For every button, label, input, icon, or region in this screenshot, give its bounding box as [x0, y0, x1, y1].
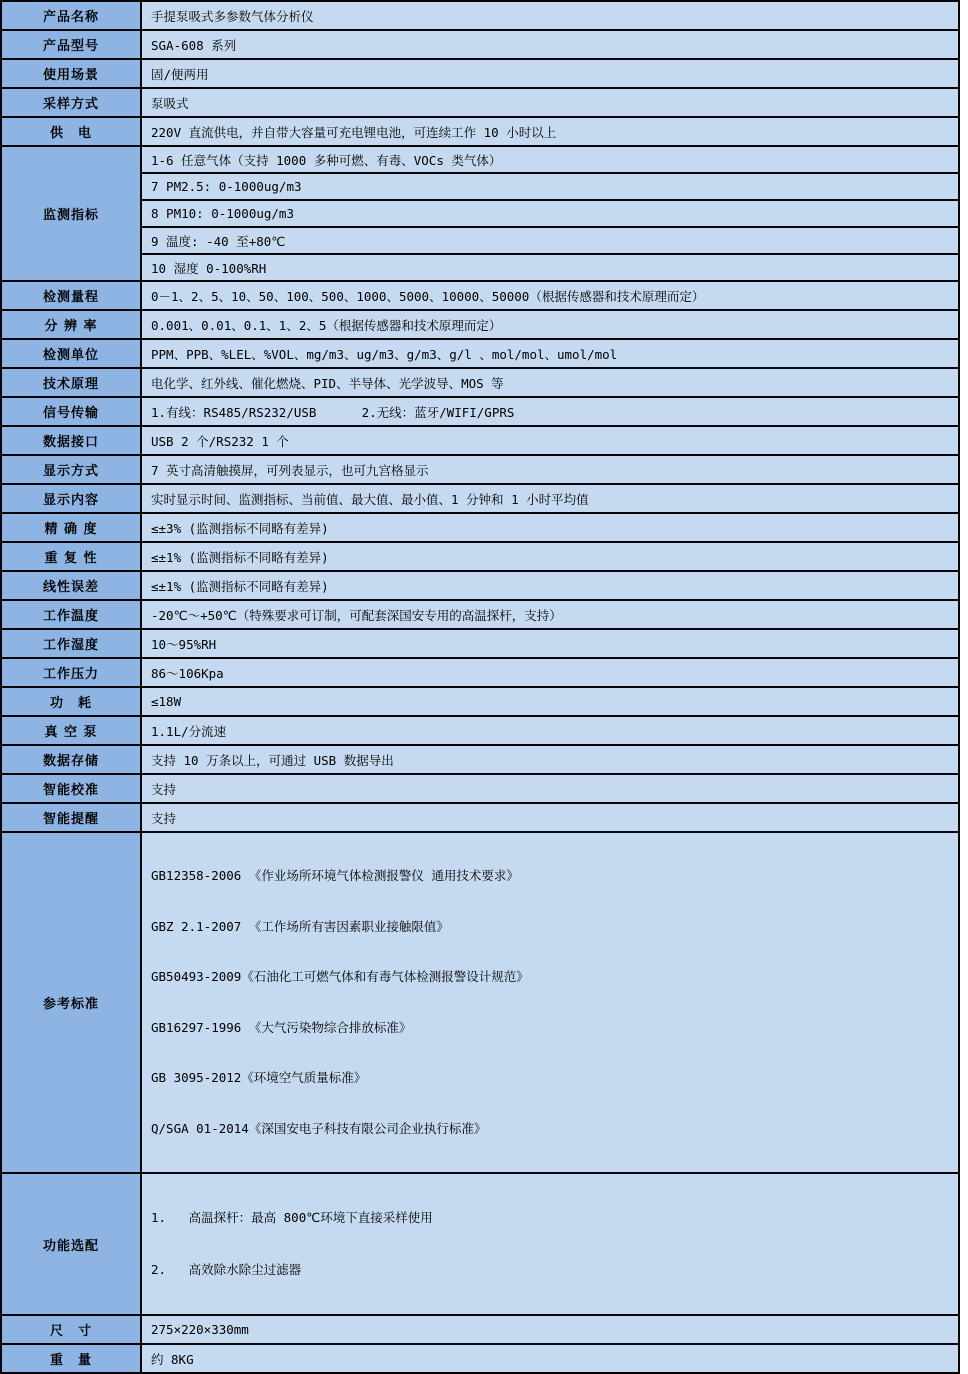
spec-label-working-temperature: 工作温度 [1, 600, 141, 629]
spec-label-technical-principle: 技术原理 [1, 368, 141, 397]
reference-standard-item: GB 3095-2012《环境空气质量标准》 [151, 1070, 367, 1085]
table-row [1, 600, 959, 629]
spec-label-smart-calibration: 智能校准 [1, 774, 141, 803]
table-row [1, 571, 959, 600]
table-row [1, 1173, 959, 1315]
spec-value-detection-range: 0－1、2、5、10、50、100、500、1000、5000、10000、50000（根据传感器和技术原理而定） [141, 281, 959, 310]
table-row [1, 542, 959, 571]
spec-value-product-model: SGA-608 系列 [141, 30, 959, 59]
spec-value-monitoring-indicator-5: 10 湿度 0-100%RH [141, 254, 959, 281]
table-row [1, 117, 959, 146]
table-row [1, 227, 959, 254]
spec-label-product-model: 产品型号 [1, 30, 141, 59]
table-row [1, 200, 959, 227]
spec-label-linearity-error: 线性误差 [1, 571, 141, 600]
spec-value-data-interface: USB 2 个/RS232 1 个 [141, 426, 959, 455]
table-row [1, 629, 959, 658]
spec-label-display-mode: 显示方式 [1, 455, 141, 484]
spec-label-power-supply: 供 电 [1, 117, 141, 146]
table-row [1, 1315, 959, 1344]
table-row [1, 59, 959, 88]
spec-label-data-interface: 数据接口 [1, 426, 141, 455]
spec-label-vacuum-pump: 真 空 泵 [1, 716, 141, 745]
table-row [1, 426, 959, 455]
table-row [1, 30, 959, 59]
spec-label-weight: 重 量 [1, 1344, 141, 1373]
table-row [1, 1, 959, 30]
spec-value-detection-unit: PPM、PPB、%LEL、%VOL、mg/m3、ug/m3、g/m3、g/l 、mol/mol、umol/mol [141, 339, 959, 368]
table-row [1, 88, 959, 117]
table-row [1, 687, 959, 716]
table-row [1, 513, 959, 542]
table-row [1, 716, 959, 745]
spec-label-product-name: 产品名称 [1, 1, 141, 30]
reference-standard-item: GB16297-1996 《大气污染物综合排放标准》 [151, 1019, 412, 1035]
spec-label-monitoring-indicators: 监测指标 [1, 146, 141, 281]
table-row [1, 368, 959, 397]
optional-feature-item: 2. 高效除水除尘过滤器 [151, 1262, 302, 1277]
spec-value-reference-standards [141, 832, 959, 1173]
spec-value-sampling-method: 泵吸式 [141, 88, 959, 117]
table-row [1, 658, 959, 687]
spec-value-repeatability: ≤±1% (监测指标不同略有差异) [141, 542, 959, 571]
spec-value-monitoring-indicator-1: 1-6 任意气体（支持 1000 多种可燃、有毒、VOCs 类气体） [141, 146, 959, 173]
spec-value-vacuum-pump: 1.1L/分流速 [141, 716, 959, 745]
table-row [1, 484, 959, 513]
spec-value-monitoring-indicator-4: 9 温度: -40 至+80℃ [141, 227, 959, 254]
table-row [1, 146, 959, 173]
spec-value-weight: 约 8KG [141, 1344, 959, 1373]
spec-value-dimensions: 275×220×330mm [141, 1315, 959, 1344]
spec-value-optional-features [141, 1173, 959, 1315]
spec-label-power-consumption: 功 耗 [1, 687, 141, 716]
spec-value-signal-transmission: 1.有线：RS485/RS232/USB 2.无线：蓝牙/WIFI/GPRS [141, 397, 959, 426]
spec-label-working-pressure: 工作压力 [1, 658, 141, 687]
spec-value-working-pressure: 86～106Kpa [141, 658, 959, 687]
spec-label-accuracy: 精 确 度 [1, 513, 141, 542]
spec-label-data-storage: 数据存储 [1, 745, 141, 774]
spec-label-signal-transmission: 信号传输 [1, 397, 141, 426]
spec-label-usage-scene: 使用场景 [1, 59, 141, 88]
table-row [1, 745, 959, 774]
table-row [1, 803, 959, 832]
spec-value-data-storage: 支持 10 万条以上，可通过 USB 数据导出 [141, 745, 959, 774]
table-row [1, 281, 959, 310]
spec-label-display-content: 显示内容 [1, 484, 141, 513]
spec-label-repeatability: 重 复 性 [1, 542, 141, 571]
optional-feature-item: 1. 高温探杆：最高 800℃环境下直接采样使用 [151, 1210, 433, 1225]
spec-value-monitoring-indicator-3: 8 PM10: 0-1000ug/m3 [141, 200, 959, 227]
table-row [1, 1344, 959, 1373]
spec-label-sampling-method: 采样方式 [1, 88, 141, 117]
spec-value-working-temperature: -20℃～+50℃（特殊要求可订制，可配套深国安专用的高温探杆，支持） [141, 600, 959, 629]
table-row [1, 339, 959, 368]
spec-value-smart-reminder: 支持 [141, 803, 959, 832]
spec-label-reference-standards: 参考标准 [1, 832, 141, 1173]
spec-label-smart-reminder: 智能提醒 [1, 803, 141, 832]
spec-value-power-consumption: ≤18W [141, 687, 959, 716]
table-row [1, 832, 959, 1173]
spec-value-display-mode: 7 英寸高清触摸屏，可列表显示，也可九宫格显示 [141, 455, 959, 484]
spec-value-product-name: 手提泵吸式多参数气体分析仪 [141, 1, 959, 30]
table-row [1, 173, 959, 200]
spec-value-accuracy: ≤±3% (监测指标不同略有差异) [141, 513, 959, 542]
spec-value-working-humidity: 10～95%RH [141, 629, 959, 658]
spec-value-power-supply: 220V 直流供电，并自带大容量可充电锂电池，可连续工作 10 小时以上 [141, 117, 959, 146]
table-row [1, 310, 959, 339]
spec-label-detection-range: 检测量程 [1, 281, 141, 310]
reference-standard-item: GB50493-2009《石油化工可燃气体和有毒气体检测报警设计规范》 [151, 969, 529, 984]
spec-value-usage-scene: 固/便两用 [141, 59, 959, 88]
spec-value-smart-calibration: 支持 [141, 774, 959, 803]
table-row [1, 397, 959, 426]
reference-standard-item: GBZ 2.1-2007 《工作场所有害因素职业接触限值》 [151, 918, 449, 934]
spec-value-monitoring-indicator-2: 7 PM2.5: 0-1000ug/m3 [141, 173, 959, 200]
spec-value-technical-principle: 电化学、红外线、催化燃烧、PID、半导体、光学波导、MOS 等 [141, 368, 959, 397]
table-row [1, 254, 959, 281]
spec-value-display-content: 实时显示时间、监测指标、当前值、最大值、最小值、1 分钟和 1 小时平均值 [141, 484, 959, 513]
spec-label-detection-unit: 检测单位 [1, 339, 141, 368]
reference-standard-item: Q/SGA 01-2014《深国安电子科技有限公司企业执行标准》 [151, 1120, 487, 1136]
spec-value-linearity-error: ≤±1% (监测指标不同略有差异) [141, 571, 959, 600]
spec-value-resolution: 0.001、0.01、0.1、1、2、5（根据传感器和技术原理而定） [141, 310, 959, 339]
spec-label-dimensions: 尺 寸 [1, 1315, 141, 1344]
spec-label-optional-features: 功能选配 [1, 1173, 141, 1315]
table-row [1, 774, 959, 803]
reference-standard-item: GB12358-2006 《作业场所环境气体检测报警仪 通用技术要求》 [151, 868, 519, 883]
spec-label-working-humidity: 工作湿度 [1, 629, 141, 658]
spec-label-resolution: 分 辨 率 [1, 310, 141, 339]
table-row [1, 455, 959, 484]
